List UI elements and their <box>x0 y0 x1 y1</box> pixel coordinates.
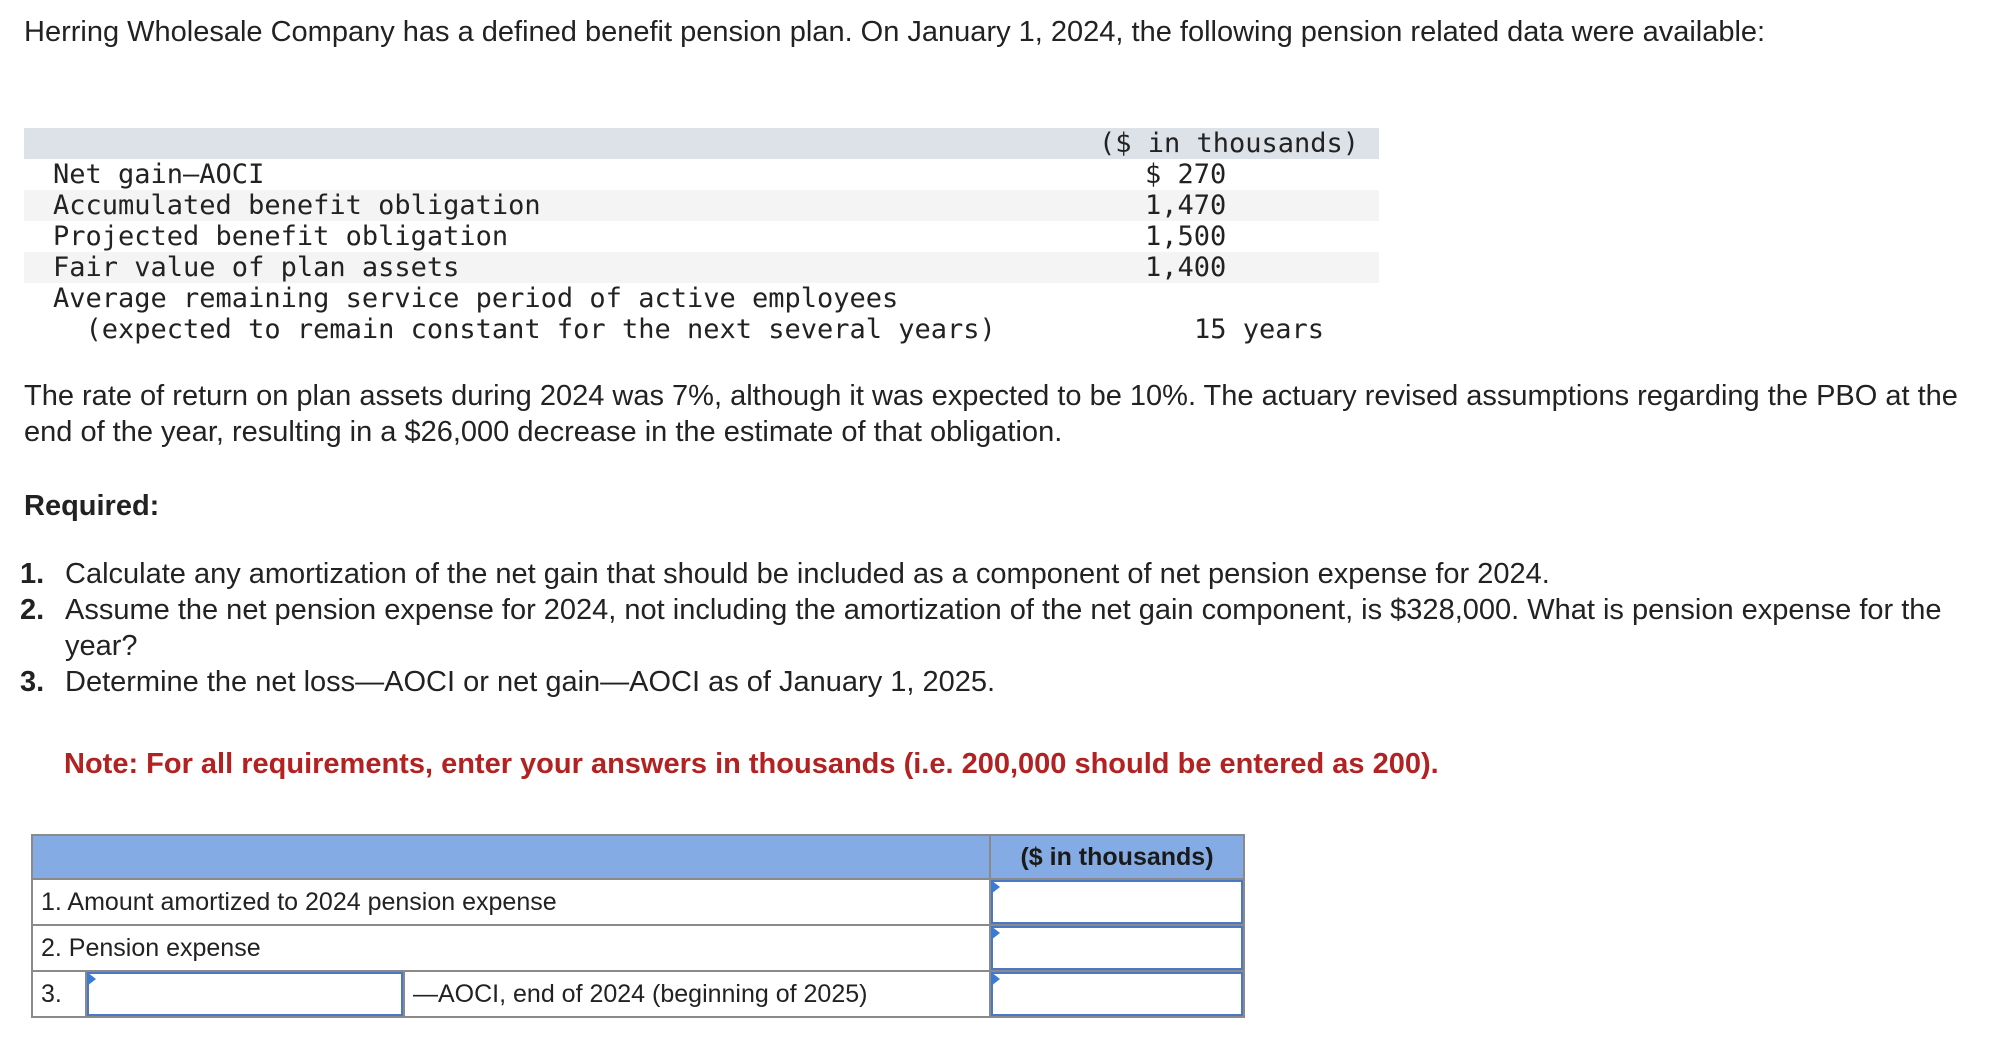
answer-row <box>32 971 1244 1017</box>
required-item <box>20 664 1960 700</box>
note-text: Note: For all requirements, enter your answers in thousands (i.e. 200,000 should be entered as 200). <box>64 748 1439 780</box>
answer-row-label: 1. Amount amortized to 2024 pension expense <box>32 879 990 925</box>
answer-row-label: —AOCI, end of 2024 (beginning of 2025) <box>404 971 990 1017</box>
data-table-header-row <box>24 128 1379 159</box>
required-item <box>20 556 1960 592</box>
data-row-label: Average remaining service period of active employees <box>53 283 899 314</box>
answer-row <box>32 925 1244 971</box>
answer-row-label: 2. Pension expense <box>32 925 990 971</box>
data-row <box>24 252 1379 283</box>
answer-row <box>32 879 1244 925</box>
required-heading: Required: <box>24 490 160 522</box>
answer-row-number: 3. <box>32 971 86 1017</box>
data-row <box>24 221 1379 252</box>
data-row <box>24 190 1379 221</box>
required-item-number: 1. <box>20 558 45 590</box>
answer-cell <box>990 971 1244 1017</box>
dropdown-flag-icon <box>991 880 1000 894</box>
data-row-label: Projected benefit obligation <box>53 221 509 252</box>
data-row-label: Accumulated benefit obligation <box>53 190 541 221</box>
dropdown-flag-icon <box>87 972 96 986</box>
required-item-text: Determine the net loss—AOCI or net gain—AOCI as of January 1, 2025. <box>65 666 996 698</box>
header-blank-cell <box>32 835 990 879</box>
data-row-label: (expected to remain constant for the next several years) <box>53 314 996 345</box>
pension-data-table <box>24 128 1379 345</box>
data-row-label: Net gain—AOCI <box>53 159 265 190</box>
data-row-value: 1,500 <box>1145 221 1227 252</box>
data-row <box>24 159 1379 190</box>
gain-loss-select[interactable] <box>87 972 403 1016</box>
data-row-value: 1,470 <box>1145 190 1227 221</box>
assumptions-paragraph: The rate of return on plan assets during 2024 was 7%, although it was expected to be 10%. The actuary revised assumptions regarding the PBO at the end of the year, resulting in a $26,000 decrease in the estimate of that obligation. <box>24 380 1958 448</box>
dropdown-flag-icon <box>991 972 1000 986</box>
data-row-value: 1,400 <box>1145 252 1227 283</box>
answer-column-header: ($ in thousands) <box>990 835 1244 879</box>
answer-table <box>31 834 1245 1018</box>
answer-cell <box>990 925 1244 971</box>
aoci-amount-input[interactable] <box>991 972 1243 1016</box>
required-item-number: 3. <box>20 666 45 698</box>
data-table-header: ($ in thousands) <box>1098 128 1360 159</box>
required-item <box>20 592 1960 664</box>
data-row-value: $ 270 <box>1145 159 1227 190</box>
dropdown-flag-icon <box>991 926 1000 940</box>
answer-cell <box>990 879 1244 925</box>
data-row <box>24 283 1379 314</box>
pension-expense-input[interactable] <box>991 926 1243 970</box>
required-list <box>20 556 1960 700</box>
gain-loss-select-cell <box>86 971 404 1017</box>
required-item-text: Calculate any amortization of the net gain that should be included as a component of net pension expense for 2024. <box>65 558 1550 590</box>
data-row <box>24 314 1379 345</box>
intro-text: Herring Wholesale Company has a defined benefit pension plan. On January 1, 2024, the following pension related data were available: <box>24 16 1766 48</box>
data-row-label: Fair value of plan assets <box>53 252 460 283</box>
required-item-text: Assume the net pension expense for 2024, not including the amortization of the net gain component, is $328,000. What is pension expense for the year? <box>65 594 1942 662</box>
answer-table-header-row <box>32 835 1244 879</box>
required-item-number: 2. <box>20 594 45 626</box>
amortized-amount-input[interactable] <box>991 880 1243 924</box>
data-row-value: 15 years <box>1194 314 1325 345</box>
